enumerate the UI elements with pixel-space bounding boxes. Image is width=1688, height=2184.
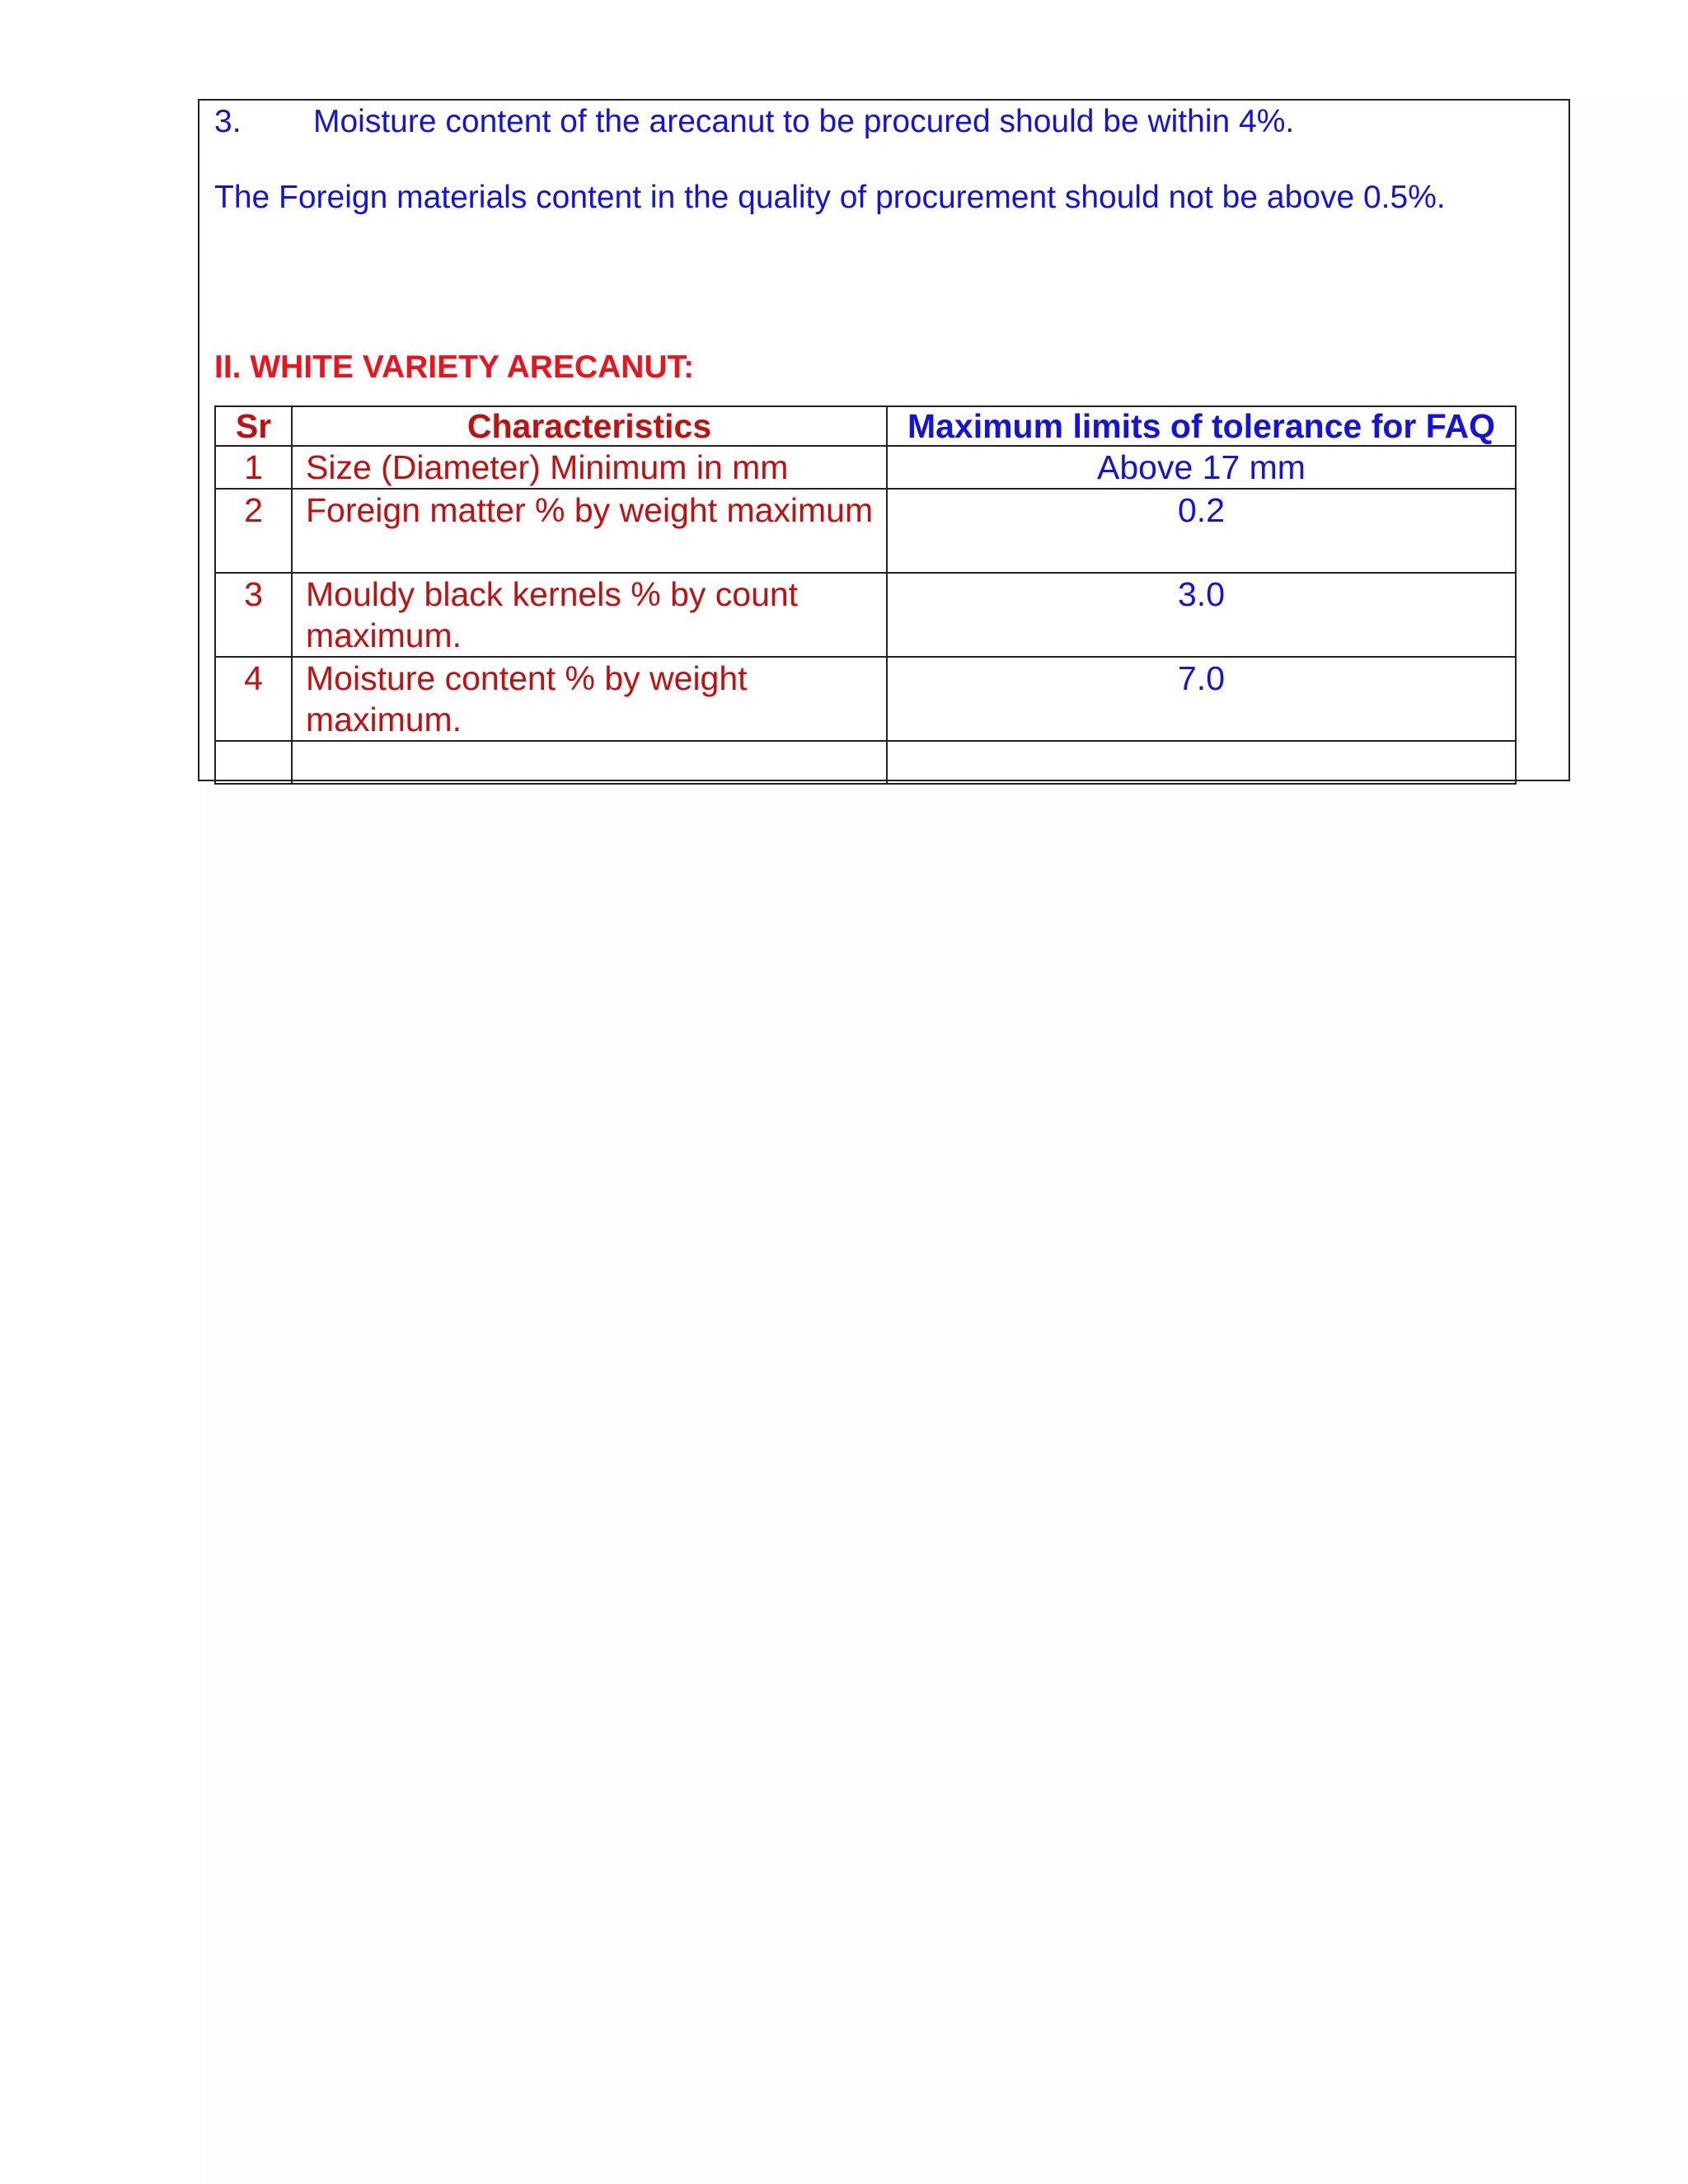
- table-row: [215, 573, 1516, 657]
- cell-characteristic: Moisture content % by weight maximum.: [292, 657, 887, 741]
- cell-sr: 1: [215, 446, 292, 489]
- cell-empty: [292, 741, 887, 784]
- cell-limit: 3.0: [887, 573, 1516, 657]
- document-section-box: [198, 99, 1570, 781]
- page-top-margin: [0, 0, 1688, 99]
- header-sr: Sr: [215, 406, 292, 446]
- cell-sr: 4: [215, 657, 292, 741]
- table-row: [215, 657, 1516, 741]
- page-left-margin: [0, 0, 206, 2184]
- table-header-row: [215, 406, 1516, 446]
- cell-limit: 7.0: [887, 657, 1516, 741]
- cell-sr: 2: [215, 489, 292, 573]
- cell-characteristic: Foreign matter % by weight maximum: [292, 489, 887, 573]
- header-limits: Maximum limits of tolerance for FAQ: [887, 406, 1516, 446]
- cell-empty: [215, 741, 292, 784]
- cell-characteristic: Size (Diameter) Minimum in mm: [292, 446, 887, 489]
- cell-characteristic: Mouldy black kernels % by count maximum.: [292, 573, 887, 657]
- table-row-empty: [215, 741, 1516, 784]
- table-row: [215, 446, 1516, 489]
- cell-limit: 0.2: [887, 489, 1516, 573]
- moisture-point-text: Moisture content of the arecanut to be procured should be within 4%.: [313, 104, 1295, 139]
- section-heading: II. WHITE VARIETY ARECANUT:: [214, 349, 695, 385]
- table-row: [215, 489, 1516, 573]
- cell-limit: Above 17 mm: [887, 446, 1516, 489]
- foreign-materials-note: The Foreign materials content in the quality of procurement should not be above 0.5%.: [214, 180, 1446, 215]
- cell-sr: 3: [215, 573, 292, 657]
- cell-empty: [887, 741, 1516, 784]
- white-variety-spec-table: [214, 405, 1517, 785]
- header-characteristics: Characteristics: [292, 406, 887, 446]
- moisture-point-number: 3.: [214, 104, 241, 139]
